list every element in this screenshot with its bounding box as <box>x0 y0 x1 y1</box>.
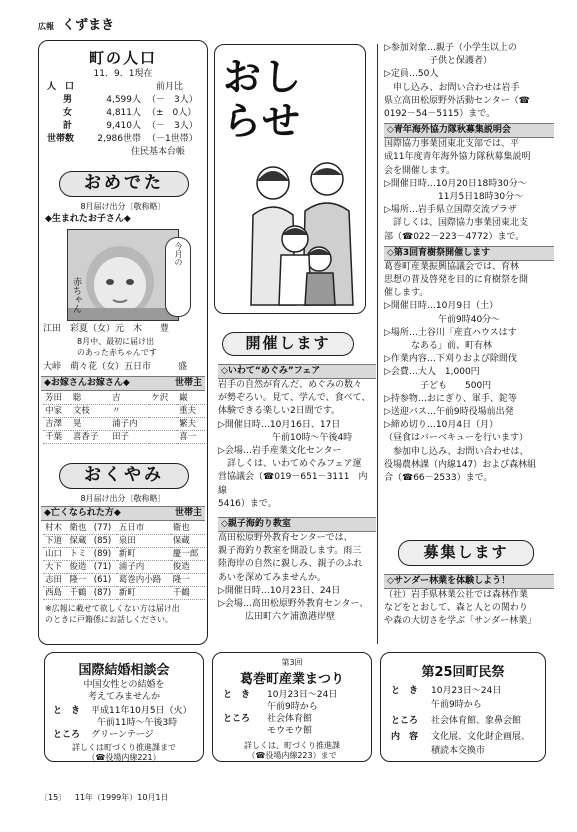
condolence-title: おくやみ <box>84 465 164 485</box>
table-cell: 西島 <box>43 587 67 600</box>
festival-title: 葛巻町産業まつり <box>239 672 344 687</box>
festival-contact1: 詳しくは、町づくり推進課 <box>244 741 340 750</box>
text-line: 葛巻町産業振興協議会では、育林 <box>384 261 520 272</box>
baby-tag-bottom: 赤ちゃん <box>71 277 81 313</box>
culture-title: 第25回町民祭 <box>421 665 505 680</box>
culture-when-value2: 午前9時から <box>431 700 482 710</box>
text-line: 詳しくは、いわてめぐみフェア運 <box>218 459 362 470</box>
table-row <box>43 587 205 600</box>
population-table <box>47 81 203 159</box>
table-cell: 浦子内 <box>117 561 171 574</box>
kaisai-s2-head: ◇親子海釣り教室 <box>218 517 376 532</box>
text-line: ▷定員…50人 <box>384 69 439 80</box>
table-cell: 文枝 <box>71 405 110 418</box>
table-row <box>43 522 205 535</box>
festival-where-value1: 社会体育館 <box>267 714 313 724</box>
text-line: 申し込み、お問い合わせは岩手 <box>384 82 520 93</box>
marriage-where-value: グリーンテージ <box>91 730 154 740</box>
text-line: 成11年度青年海外協力隊秋募集説明 <box>384 152 531 163</box>
column-divider <box>377 44 378 644</box>
condolence-subtitle: 8月届け出分〔敬称略〕 <box>80 494 166 503</box>
table-cell: 志田 <box>43 574 67 587</box>
table-cell: 泉田 <box>117 535 171 548</box>
table-row <box>43 574 205 587</box>
marriage-consult-line2: 考えてみませんか <box>87 692 160 702</box>
table-cell: ケ沢 <box>149 392 177 405</box>
population-row-diff: （－1世帯） <box>147 134 198 144</box>
baby-note2: のあった赤ちゃんです <box>77 348 157 357</box>
table-cell: 〃 <box>110 405 149 418</box>
festival-when-value2: 午前9時から <box>267 702 318 712</box>
festival-small: 第3回 <box>281 658 303 667</box>
table-cell: 五日市 <box>117 522 171 535</box>
table-cell: 新町 <box>117 587 171 600</box>
condolence-note2: のときに戸籍係にお話しください。 <box>45 615 173 624</box>
table-cell: 聡 <box>71 392 110 405</box>
text-line: 合（☎66－2533）まで。 <box>384 473 493 484</box>
marriage-head-right: 世帯主 <box>174 378 202 388</box>
congrats-title: おめでた <box>84 173 164 193</box>
population-row-diff: （－ 3人） <box>147 95 198 105</box>
text-line: ▷参加対象…親子（小学生以上の <box>384 43 517 53</box>
table-cell <box>149 418 177 431</box>
left-panel <box>38 40 208 645</box>
right-s5-head: ◇サンダー林業を体験しよう！ <box>384 574 554 589</box>
culture-content-label: 内 容 <box>391 732 419 742</box>
text-line: 子供と保護者） <box>384 56 493 67</box>
population-row-label: 男 <box>63 95 73 105</box>
text-line: 参加申し込み、お問い合わせは、 <box>384 446 529 457</box>
text-line: 親子海釣り教室を開設します。雨三 <box>218 546 362 557</box>
oshirase-title-line1: おし <box>223 55 304 99</box>
text-line: 5416）まで。 <box>218 498 277 509</box>
text-line: 役場農林課（内線147）および森林組 <box>384 459 537 470</box>
population-row-label: 世帯数 <box>47 134 75 144</box>
table-row <box>43 418 205 431</box>
table-row <box>43 561 205 574</box>
marriage-when-value2: 午前11時～午後3時 <box>97 718 178 728</box>
condolence-list <box>43 522 205 600</box>
table-cell: 晃 <box>71 418 110 431</box>
text-line: （昼食はバーベキューを行います） <box>384 433 529 444</box>
baby-note1: 8月中、最初に届け出 <box>77 337 155 346</box>
table-cell: 新町 <box>117 548 171 561</box>
right-s3-head: ◇青年海外協力隊秋募集説明会 <box>384 123 554 138</box>
oshirase-title <box>223 55 303 143</box>
table-cell: (89) <box>92 548 117 561</box>
text-line: 広田町六ケ浦漁港岸壁 <box>218 612 336 623</box>
table-cell: 千鶴 <box>67 587 91 600</box>
marriage-head-bar <box>41 376 205 391</box>
population-col-header: 前月比 <box>155 82 183 92</box>
table-row <box>43 548 205 561</box>
population-row-value: 9,410人 <box>106 121 141 131</box>
text-line: 営協議会（☎019－651－3111 内線 <box>218 472 368 496</box>
festival-where-label: ところ <box>223 714 251 724</box>
marriage-list <box>43 392 205 444</box>
text-line: 思想の普及啓発を目的に育樹祭を開 <box>384 275 529 286</box>
right-s3-body <box>384 138 554 244</box>
condolence-note1: ※広報に載せて欲しくない方は届け出 <box>45 604 180 613</box>
marriage-head: ◆お嫁さんお嫁さん◆ <box>44 378 130 388</box>
text-line: 部（☎022－223－4772）まで。 <box>384 231 525 242</box>
festival-box <box>212 652 372 762</box>
text-line: 国際協力事業団東北支部では、平 <box>384 139 520 150</box>
culture-where-value: 社会体育館、象鼻会館 <box>431 716 522 726</box>
kaisai-section <box>218 364 376 624</box>
population-row-label: 人 口 <box>47 82 75 92</box>
oshirase-panel <box>214 44 366 314</box>
text-line: 会を開催します。 <box>384 165 456 176</box>
table-cell: 隆一 <box>171 574 205 587</box>
text-line: ▷送迎バス…午前9時役場前出発 <box>384 407 514 418</box>
festival-contact2: （☎役場内線223）まで <box>247 751 337 760</box>
table-cell: 村木 <box>43 522 67 535</box>
table-cell: (87) <box>92 587 117 600</box>
text-line: 体験できる楽しい2日間です。 <box>218 406 341 417</box>
table-cell: 隆一 <box>67 574 91 587</box>
footer-page: 〔15〕 <box>40 793 67 802</box>
culture-where-label: ところ <box>391 716 419 726</box>
population-title: 町の人口 <box>88 49 157 67</box>
footer <box>40 792 169 803</box>
table-cell: 喜香子 <box>71 431 110 444</box>
table-cell: 慶一郎 <box>171 548 205 561</box>
condolence-table <box>43 522 205 600</box>
population-row-value: 2,986世帯 <box>97 134 141 144</box>
table-cell <box>149 405 177 418</box>
table-cell: 保蔵 <box>67 535 91 548</box>
kaisai-s1-head: ◇いわて“めぐみ”フェア <box>218 364 376 379</box>
festival-when-label: と き <box>223 690 251 700</box>
text-line: 子ども 500円 <box>384 380 492 391</box>
table-cell: 喜一 <box>177 431 205 444</box>
recruit-banner: 募集します <box>398 540 534 566</box>
culture-content-value2: 積読本交換市 <box>431 746 486 756</box>
text-line: 午前10時～午後4時 <box>218 432 353 443</box>
text-line: ▷持参物…おにぎり、軍手、鉈等 <box>384 393 517 404</box>
right-intro <box>384 42 554 121</box>
baby-photo <box>67 229 179 321</box>
table-cell <box>149 431 177 444</box>
family-illustration <box>235 155 365 314</box>
text-line: ▷開催日時…10月9日（土） <box>384 301 499 312</box>
text-line: 陸海岸の自然に親しみ、親子のふれ <box>218 559 363 570</box>
table-cell: 中家 <box>43 405 71 418</box>
footer-date: 11年（1999年）10月1日 <box>74 793 169 802</box>
condolence-title-badge <box>59 463 189 489</box>
marriage-contact2: （☎役場内線221） <box>87 753 161 762</box>
text-line: が勢ぞろい。見て、学んで、食べて、 <box>218 393 371 404</box>
festival-where-value2: モウモウ館 <box>267 726 313 736</box>
marriage-consult-title: 国際結婚相談会 <box>78 663 170 678</box>
table-cell: 千葉 <box>43 431 71 444</box>
table-row <box>43 392 205 405</box>
right-s4-body <box>384 261 554 485</box>
marriage-consult-box <box>44 652 204 762</box>
kaisai-s2-body <box>218 532 376 624</box>
table-cell: 衛也 <box>171 522 205 535</box>
marriage-when-label: と き <box>53 706 81 716</box>
text-line: ▷会費…大人 1,000円 <box>384 367 480 378</box>
population-row-value: 4,599人 <box>106 95 141 105</box>
table-cell: 俊造 <box>67 561 91 574</box>
population-row-value: 4,811人 <box>106 108 141 118</box>
table-row <box>43 431 205 444</box>
culture-when-value1: 10月23日～24日 <box>431 686 502 696</box>
table-row <box>43 535 205 548</box>
baby-name-line: 江田 彩夏（女）元 木 豊 <box>43 324 170 334</box>
table-cell: 保蔵 <box>171 535 205 548</box>
table-cell: 田子 <box>110 431 149 444</box>
table-cell: 繁夫 <box>177 418 205 431</box>
population-row-diff: （± 0人） <box>147 108 197 118</box>
text-line: なある」前、町有林 <box>384 341 493 352</box>
table-row <box>43 405 205 418</box>
baby-tag-top: 今月の <box>174 242 183 266</box>
condolence-head-right: 世帯主 <box>174 508 202 518</box>
table-cell: 吉 <box>110 392 149 405</box>
table-cell: トミ <box>67 548 91 561</box>
table-cell: 衛也 <box>67 522 91 535</box>
header-brand <box>38 14 114 33</box>
text-line: ▷会場…岩手産業文化センター <box>218 446 342 457</box>
table-cell: 下道 <box>43 535 67 548</box>
brand-name: くずまき <box>62 18 115 33</box>
congrats-title-badge <box>59 171 189 197</box>
text-line: ▷場所…土谷川「産直ハウスはす <box>384 327 517 338</box>
condolence-head-bar <box>41 506 205 521</box>
text-line: ▷開催日時…10月23日、24日 <box>218 585 341 596</box>
text-line: 岩手の自然が育んだ、めぐみの数々 <box>218 380 363 390</box>
table-cell: (85) <box>92 535 117 548</box>
table-cell: 芳田 <box>43 392 71 405</box>
table-cell: 吉澤 <box>43 418 71 431</box>
baby-tag <box>165 237 191 317</box>
table-cell: 俊造 <box>171 561 205 574</box>
text-line: や森の大切さを学ぶ「サンダー林業」 <box>384 616 537 627</box>
text-line: あいを深めてみませんか。 <box>218 572 327 583</box>
culture-when-label: と き <box>391 686 419 696</box>
table-cell: (61) <box>92 574 117 587</box>
oshirase-title-line2: らせ <box>223 99 302 143</box>
table-cell: 葛巻内小路 <box>117 574 171 587</box>
kaisai-banner: 開催します <box>222 332 354 356</box>
table-cell: 重夫 <box>177 405 205 418</box>
marriage-when-value1: 平成11年10月5日（火） <box>91 706 192 716</box>
culture-content-value1: 文化展、文化財企画展、 <box>431 732 531 742</box>
marriage-contact1: 詳しくは町づくり推進課まで <box>72 743 176 752</box>
baby-photo-image <box>68 230 179 321</box>
table-cell: 山口 <box>43 548 67 561</box>
congrats-subtitle: 8月届け出分〔敬称略〕 <box>80 202 166 211</box>
text-line: ▷締め切り…10月4日（月） <box>384 420 499 431</box>
table-cell: (77) <box>92 522 117 535</box>
text-line: 県立高田松原野外活動センター（☎ <box>384 95 530 106</box>
population-row-label: 計 <box>63 121 73 131</box>
table-cell: 巌 <box>177 392 205 405</box>
text-line: ▷会場…高田松原野外教育センター、 <box>218 599 369 610</box>
recruit-section <box>384 574 554 629</box>
culture-box <box>380 652 546 762</box>
population-source: 住民基本台帳 <box>130 147 185 157</box>
kaisai-s1-body <box>218 379 376 511</box>
festival-when-value1: 10月23日～24日 <box>267 690 338 700</box>
population-date: 11．9．1現在 <box>93 69 153 79</box>
right-column <box>384 42 554 485</box>
brand-small: 広報 <box>38 22 54 31</box>
table-cell: 浦子内 <box>110 418 149 431</box>
right-s5-body <box>384 589 554 629</box>
text-line: などをとおして、森と人との関わり <box>384 603 528 614</box>
right-s4-head: ◇第3回育樹祭開催します <box>384 246 554 261</box>
text-line: ▷作業内容…下刈りおよび除間伐 <box>384 354 517 365</box>
table-cell: 大下 <box>43 561 67 574</box>
text-line: ▷開催日時…10月16日、17日 <box>218 419 341 430</box>
text-line: （社）岩手県林業公社では森林作業 <box>384 590 529 600</box>
text-line: 高田松原野外教育センターでは、 <box>218 533 353 544</box>
text-line: ▷場所…岩手県立国際交流プラザ <box>384 205 517 216</box>
congrats-head: ◆生まれたお子さん◆ <box>45 214 131 224</box>
marriage-table <box>43 392 205 444</box>
second-baby-line: 大峠 萌々花（女）五日市 盛 <box>43 362 188 372</box>
text-line: 詳しくは、国際協力事業団東北支 <box>384 218 529 229</box>
population-row-diff: （－ 3人） <box>147 121 198 131</box>
text-line: 11月5日18時30分～ <box>384 192 524 203</box>
marriage-where-label: ところ <box>53 730 81 740</box>
table-cell: 千鶴 <box>171 587 205 600</box>
table-cell: (71) <box>92 561 117 574</box>
condolence-head: ◆亡くなられた方◆ <box>44 508 121 518</box>
text-line: 午前9時40分～ <box>384 314 501 325</box>
population-row-label: 女 <box>63 108 73 118</box>
text-line: 催します。 <box>384 288 429 299</box>
text-line: 0192－54－5115）まで。 <box>384 109 496 120</box>
text-line: ▷開催日時…10月20日18時30分～ <box>384 178 527 189</box>
marriage-consult-line1: 中国女性との結婚を <box>83 680 165 690</box>
